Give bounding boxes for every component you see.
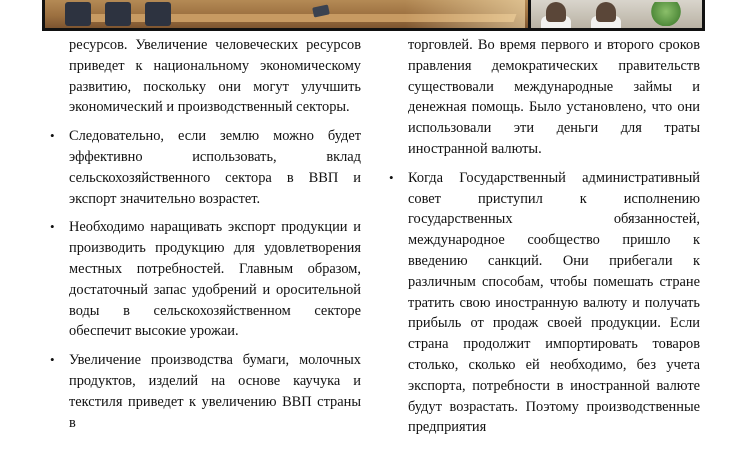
left-text-column (50, 35, 361, 433)
chair (65, 2, 91, 26)
person (546, 2, 566, 22)
bullet-icon: • (389, 169, 394, 185)
plant (651, 2, 681, 26)
list-item-text: Увеличение производства бумаги, молочных продуктов, изделий на основе каучука и текстиля приведет к увеличению ВВП страны в (69, 352, 361, 431)
chair (145, 2, 171, 26)
right-intro-paragraph: торговлей. Во время первого и второго сроков правления демократических правительств существовали международные займы и денежная помощь. Было установлено, что они использовали эти деньги для траты иностранной валюты. (408, 37, 700, 157)
list-item (389, 168, 700, 438)
office-meeting-photo (531, 0, 702, 28)
list-item (50, 350, 361, 433)
list-item-text: Необходимо наращивать экспорт продукции и производить продукцию для удовлетворения местных потребностей. Главным образом, достаточный запас удобрений и оросительной воды в сельскохозяйственном секторе обеспечит высокие урожаи. (69, 219, 361, 340)
bullet-icon: • (50, 219, 55, 235)
window-light (405, 0, 525, 28)
header-photo-strip (42, 0, 705, 31)
right-bullet-list (389, 168, 700, 438)
right-text-column (389, 35, 700, 438)
left-intro-paragraph: ресурсов. Увеличение человеческих ресурсов приведет к национальному экономическому развитию, поскольку они могут улучшить экономический и производственный секторы. (69, 37, 361, 116)
list-item-text: Следовательно, если землю можно будет эффективно использовать, вклад сельскохозяйственного сектора в ВВП и экспорт значительно возрастет. (69, 128, 361, 207)
list-item-text: Когда Государственный административный совет приступил к исполнению государственных обязанностей, международное сообщество пришло к введению санкций. Они прибегали к различным способам, чтобы помешать стране тратить свою иностранную валюту и получать прибыль от продаж своей продукции. Если страна продолжит импортировать товаров столько, сколько ей необходимо, без учета экспорта, потребности в иностранной валюте будут возрастать. Поэтому производственные предприятия (408, 169, 700, 436)
list-item (50, 126, 361, 209)
bullet-icon: • (50, 128, 55, 144)
chair (105, 2, 131, 26)
bullet-icon: • (50, 352, 55, 368)
person (596, 2, 616, 22)
left-bullet-list (50, 126, 361, 433)
conference-room-photo (45, 0, 528, 28)
list-item (50, 217, 361, 342)
